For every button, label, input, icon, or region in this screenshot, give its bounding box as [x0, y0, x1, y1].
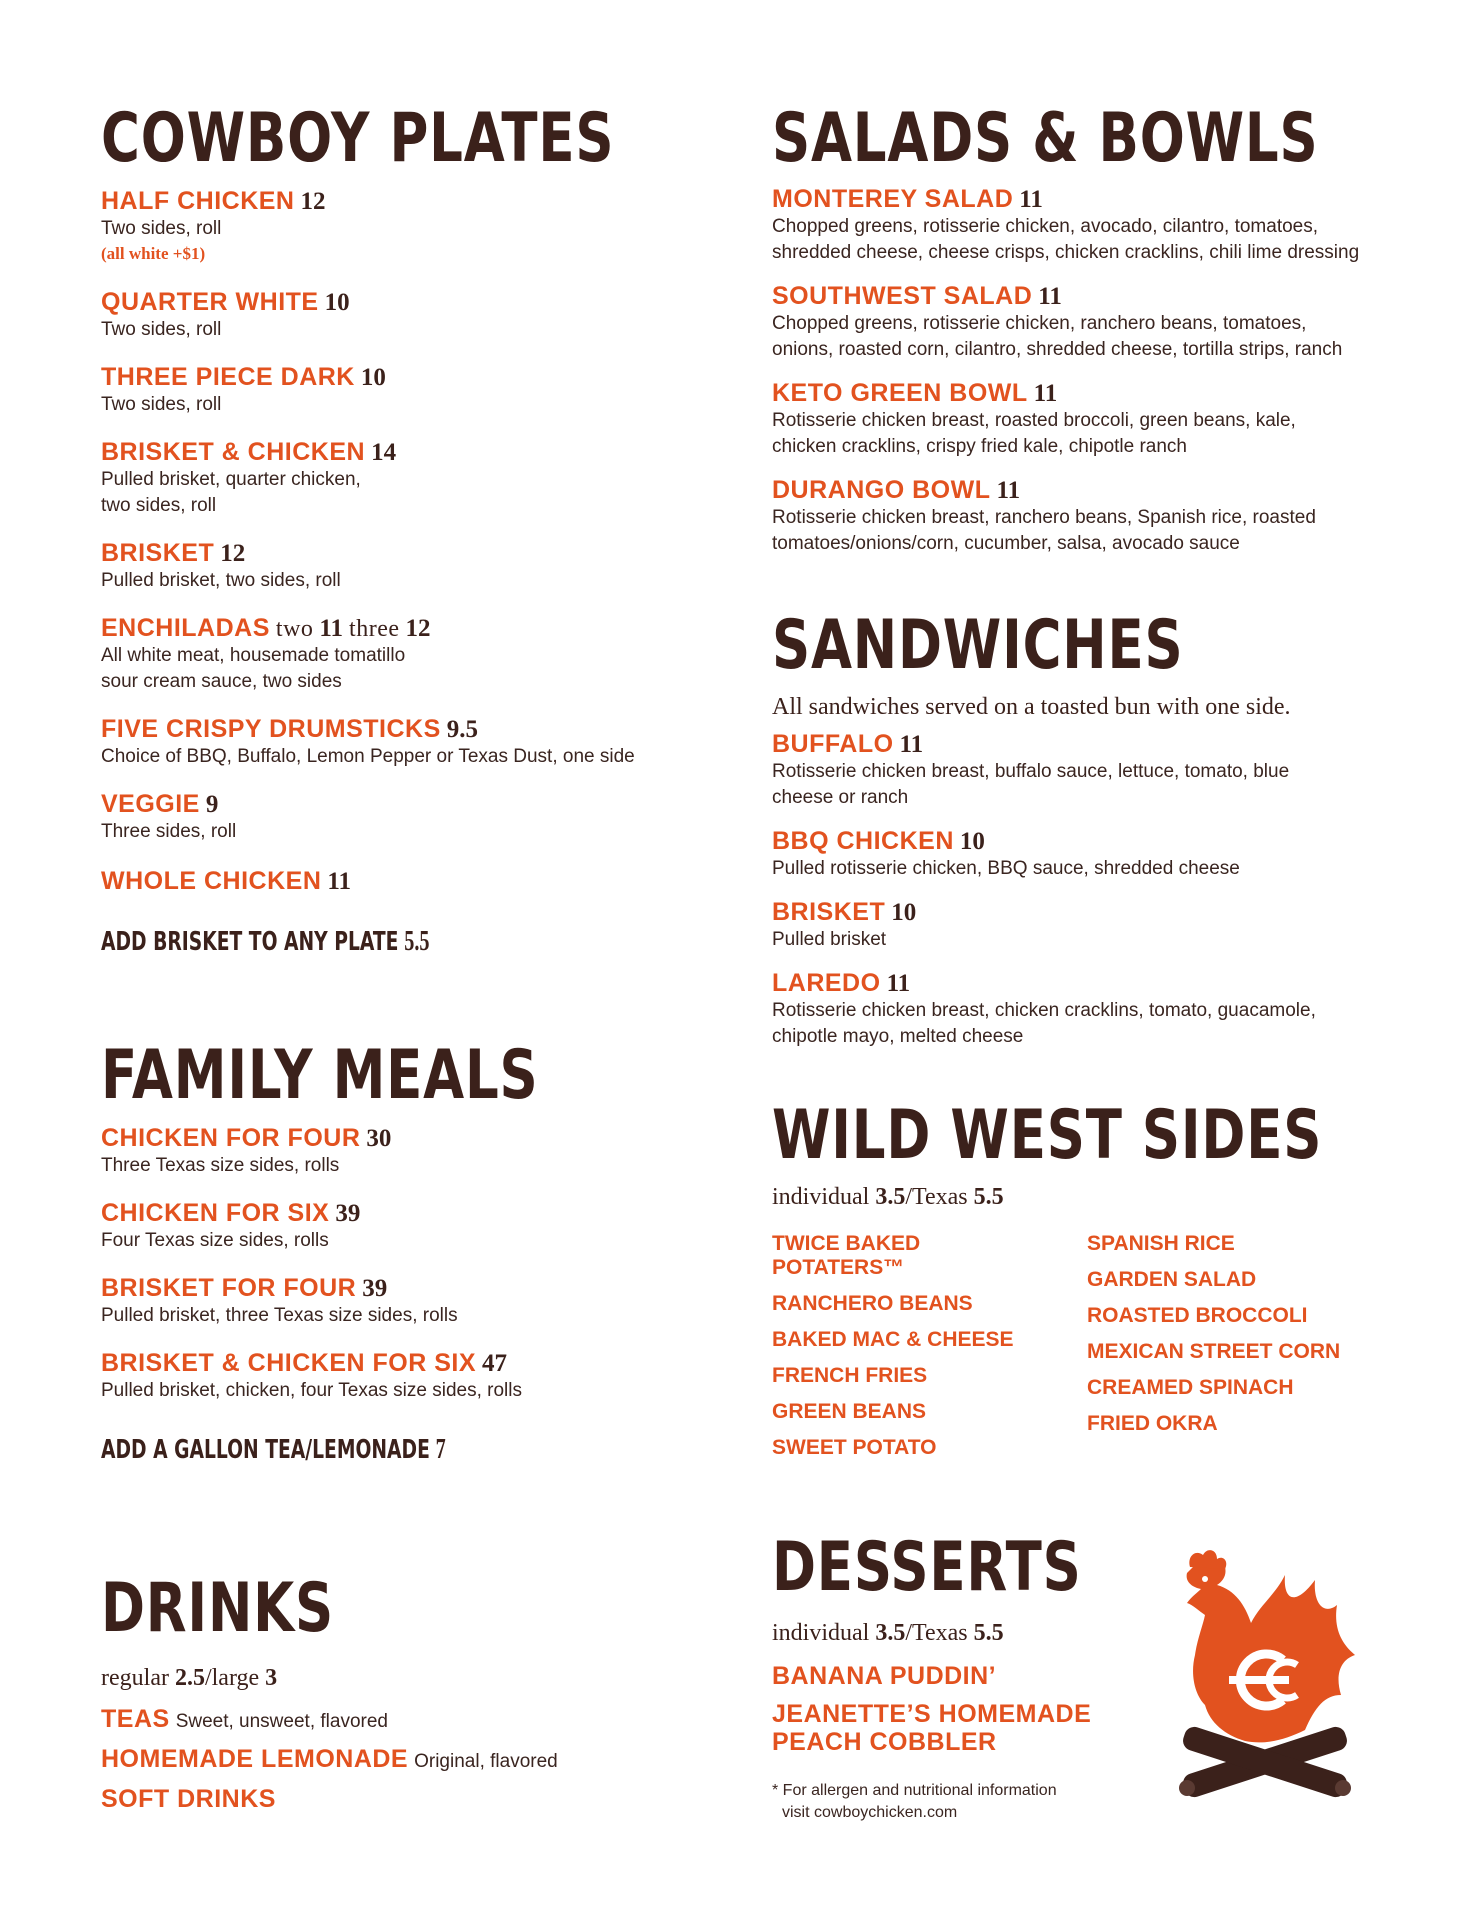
side-item: FRENCH FRIES: [772, 1364, 928, 1387]
item-name: DURANGO BOWL: [772, 476, 991, 504]
item-price: 11: [319, 615, 344, 642]
desserts-section: [772, 1528, 1152, 1824]
menu-item: [101, 1274, 721, 1329]
add-gallon-addon: [101, 1434, 547, 1466]
item-description: shredded cheese, cheese crisps, chicken cracklins, chili lime dressing: [772, 242, 1360, 263]
item-price: 9.5: [446, 716, 478, 743]
side-item: FRIED OKRA: [1087, 1412, 1218, 1435]
item-price: 39: [335, 1200, 361, 1227]
item-name: ENCHILADAS: [101, 614, 270, 642]
item-price: 11: [1019, 186, 1043, 213]
menu-item: [772, 185, 1452, 266]
menu-item: [101, 867, 721, 896]
side-item: RANCHERO BEANS: [772, 1292, 973, 1315]
size-price: 3: [265, 1665, 278, 1691]
item-description: chicken cracklins, crispy fried kale, chipotle ranch: [772, 436, 1188, 457]
item-name: BRISKET: [772, 898, 886, 926]
item-description: Pulled brisket: [772, 929, 887, 950]
item-price: 12: [300, 188, 326, 215]
side-item: GARDEN SALAD: [1087, 1268, 1257, 1291]
item-name: BRISKET & CHICKEN FOR SIX: [101, 1349, 477, 1377]
menu-item: [101, 438, 721, 519]
item-name: TEAS: [101, 1705, 170, 1733]
item-name: FIVE CRISPY DRUMSTICKS: [101, 715, 441, 743]
item-name: BRISKET & CHICKEN: [101, 438, 366, 466]
menu-item: [772, 730, 1452, 811]
item-price: 10: [324, 289, 350, 316]
item-price: 11: [327, 868, 352, 895]
family-meals-section: [101, 1036, 721, 1466]
desserts-pricing: [772, 1618, 1152, 1648]
menu-item: [772, 827, 1452, 882]
item-description: chipotle mayo, melted cheese: [772, 1026, 1024, 1047]
item-name: THREE PIECE DARK: [101, 363, 355, 391]
item-name: BRISKET FOR FOUR: [101, 1274, 357, 1302]
size-label: /Texas: [905, 1620, 968, 1646]
item-name: CHICKEN FOR FOUR: [101, 1124, 361, 1152]
side-item: GREEN BEANS: [772, 1400, 927, 1423]
item-name: QUARTER WHITE: [101, 288, 319, 316]
drinks-list: [101, 1705, 721, 1813]
drinks-section: [101, 1569, 721, 1813]
item-price: 30: [366, 1125, 392, 1152]
item-name: BBQ CHICKEN: [772, 827, 954, 855]
item-price: 10: [891, 899, 917, 926]
sandwiches-heading: SANDWICHES: [772, 606, 1184, 685]
size-label: /large: [204, 1665, 260, 1691]
item-price: 11: [899, 731, 924, 758]
side-item: TWICE BAKED: [772, 1232, 921, 1255]
item-description: Pulled brisket, quarter chicken,: [101, 469, 361, 490]
addon-price: 5.5: [404, 926, 430, 957]
size-label: /Texas: [905, 1184, 968, 1210]
menu-item: [101, 363, 721, 418]
dessert-item: PEACH COBBLER: [772, 1728, 997, 1756]
item-name: HOMEMADE LEMONADE: [101, 1745, 409, 1773]
item-description: Chopped greens, rotisserie chicken, avocado, cilantro, tomatoes,: [772, 216, 1319, 237]
family-meals-list: [101, 1124, 721, 1466]
item-description: Pulled brisket, three Texas size sides, rolls: [101, 1305, 458, 1326]
footnote-line: * For allergen and nutritional information: [772, 1782, 1057, 1799]
menu-item: [101, 1199, 721, 1254]
item-price: 10: [959, 828, 985, 855]
item-description: Chopped greens, rotisserie chicken, ranchero beans, tomatoes,: [772, 313, 1307, 334]
item-price: 11: [1033, 380, 1058, 407]
item-price: 14: [371, 439, 397, 466]
sandwiches-list: [772, 730, 1452, 1050]
item-price: 11: [886, 970, 911, 997]
item-description: Pulled brisket, two sides, roll: [101, 570, 341, 591]
side-item: SWEET POTATO: [772, 1436, 937, 1459]
salads-bowls-section: [772, 99, 1452, 557]
item-description: Three sides, roll: [101, 821, 237, 842]
item-description: Rotisserie chicken breast, ranchero beans, Spanish rice, roasted: [772, 507, 1316, 528]
item-description: Rotisserie chicken breast, chicken cracklins, tomato, guacamole,: [772, 1000, 1316, 1021]
allergen-footnote: [772, 1780, 1152, 1824]
sides-section: [772, 1096, 1452, 1462]
item-name: VEGGIE: [101, 790, 200, 818]
cowboy-plates-heading: COWBOY PLATES: [101, 99, 615, 178]
family-meals-heading: FAMILY MEALS: [101, 1036, 539, 1115]
addon-label: ADD A GALLON TEA/LEMONADE: [101, 1435, 430, 1465]
sandwiches-intro: All sandwiches served on a toasted bun with one side.: [772, 694, 1291, 720]
item-description: All white meat, housemade tomatillo: [101, 645, 406, 666]
item-price: 11: [996, 477, 1021, 504]
menu-item: [772, 282, 1452, 363]
addon-label: ADD BRISKET TO ANY PLATE: [101, 927, 399, 957]
drinks-heading: DRINKS: [101, 1569, 334, 1648]
cowboy-plates-list: [101, 187, 721, 958]
menu-item: [101, 1745, 721, 1775]
side-item: POTATERS™: [772, 1256, 905, 1279]
item-price: 12: [220, 540, 246, 567]
sides-list: [772, 1232, 1452, 1462]
side-item: SPANISH RICE: [1087, 1232, 1235, 1255]
item-name: MONTEREY SALAD: [772, 185, 1014, 213]
sides-pricing: [772, 1182, 1452, 1212]
menu-item: [772, 379, 1452, 460]
footnote-link: visit cowboychicken.com: [782, 1804, 958, 1821]
item-description: Sweet, unsweet, flavored: [175, 1711, 388, 1732]
salads-bowls-list: [772, 185, 1452, 557]
item-description: cheese or ranch: [772, 787, 909, 808]
size-price: 5.5: [973, 1620, 1004, 1646]
size-label: individual: [772, 1620, 870, 1646]
item-size-label: three: [349, 616, 400, 642]
add-brisket-addon: [101, 926, 547, 958]
item-description: Rotisserie chicken breast, roasted broccoli, green beans, kale,: [772, 410, 1296, 431]
item-price: 11: [1038, 283, 1062, 310]
size-price: 3.5: [875, 1184, 906, 1210]
dessert-item: BANANA PUDDIN’: [772, 1662, 997, 1690]
item-price: 39: [362, 1275, 388, 1302]
menu-item: [101, 790, 721, 845]
item-description: two sides, roll: [101, 495, 217, 516]
desserts-list: [772, 1662, 1152, 1756]
item-price: 47: [482, 1350, 508, 1377]
sides-left-column: [772, 1232, 1072, 1472]
item-note: (all white +$1): [101, 244, 206, 263]
menu-item: [101, 1349, 721, 1404]
menu-item: [101, 187, 721, 266]
side-item: BAKED MAC & CHEESE: [772, 1328, 1014, 1351]
dessert-item: JEANETTE’S HOMEMADE: [772, 1700, 1092, 1728]
salads-bowls-heading: SALADS & BOWLS: [772, 99, 1319, 178]
menu-item: [101, 539, 721, 594]
size-price: 3.5: [875, 1620, 906, 1646]
item-description: Two sides, roll: [101, 394, 222, 415]
item-description: Two sides, roll: [101, 319, 222, 340]
sandwiches-section: [772, 606, 1452, 1050]
menu-item: [101, 1785, 721, 1813]
item-description: Original, flavored: [414, 1751, 558, 1772]
item-name: SOUTHWEST SALAD: [772, 282, 1033, 310]
menu-item: [101, 715, 721, 770]
size-price: 2.5: [174, 1665, 205, 1691]
sides-heading: WILD WEST SIDES: [772, 1096, 1323, 1175]
item-name: KETO GREEN BOWL: [772, 379, 1028, 407]
item-name: LAREDO: [772, 969, 881, 997]
item-name: BRISKET: [101, 539, 215, 567]
side-item: ROASTED BROCCOLI: [1087, 1304, 1308, 1327]
item-description: Four Texas size sides, rolls: [101, 1230, 329, 1251]
rooster-campfire-logo-icon: [1165, 1545, 1365, 1805]
side-item: CREAMED SPINACH: [1087, 1376, 1294, 1399]
item-description: Rotisserie chicken breast, buffalo sauce, lettuce, tomato, blue: [772, 761, 1290, 782]
item-price: 9: [205, 791, 219, 818]
item-description: tomatoes/onions/corn, cucumber, salsa, avocado sauce: [772, 533, 1240, 554]
menu-item: [101, 1705, 721, 1735]
drinks-pricing: [101, 1663, 721, 1693]
menu-item: [101, 1124, 721, 1179]
item-name: CHICKEN FOR SIX: [101, 1199, 330, 1227]
cowboy-plates-section: [101, 99, 721, 958]
side-item: MEXICAN STREET CORN: [1087, 1340, 1341, 1363]
item-description: Two sides, roll: [101, 218, 222, 239]
item-description: onions, roasted corn, cilantro, shredded cheese, tortilla strips, ranch: [772, 339, 1343, 360]
menu-item: [101, 614, 721, 695]
item-description: Three Texas size sides, rolls: [101, 1155, 340, 1176]
item-name: SOFT DRINKS: [101, 1785, 276, 1813]
item-description: Choice of BBQ, Buffalo, Lemon Pepper or Texas Dust, one side: [101, 746, 635, 767]
item-description: sour cream sauce, two sides: [101, 671, 342, 692]
size-price: 5.5: [973, 1184, 1004, 1210]
item-description: Pulled brisket, chicken, four Texas size sides, rolls: [101, 1380, 522, 1401]
item-name: WHOLE CHICKEN: [101, 867, 322, 895]
item-name: BUFFALO: [772, 730, 894, 758]
item-description: Pulled rotisserie chicken, BBQ sauce, shredded cheese: [772, 858, 1240, 879]
menu-item: [101, 288, 721, 343]
item-price: 10: [360, 364, 386, 391]
size-label: regular: [101, 1665, 169, 1691]
size-label: individual: [772, 1184, 870, 1210]
item-price: 12: [405, 615, 431, 642]
addon-price: 7: [435, 1434, 446, 1465]
desserts-heading: DESSERTS: [772, 1528, 1082, 1607]
item-size-label: two: [275, 616, 314, 642]
menu-item: [772, 898, 1452, 953]
menu-item: [772, 476, 1452, 557]
menu-item: [772, 969, 1452, 1050]
sides-right-column: [1087, 1232, 1427, 1448]
item-name: HALF CHICKEN: [101, 187, 295, 215]
